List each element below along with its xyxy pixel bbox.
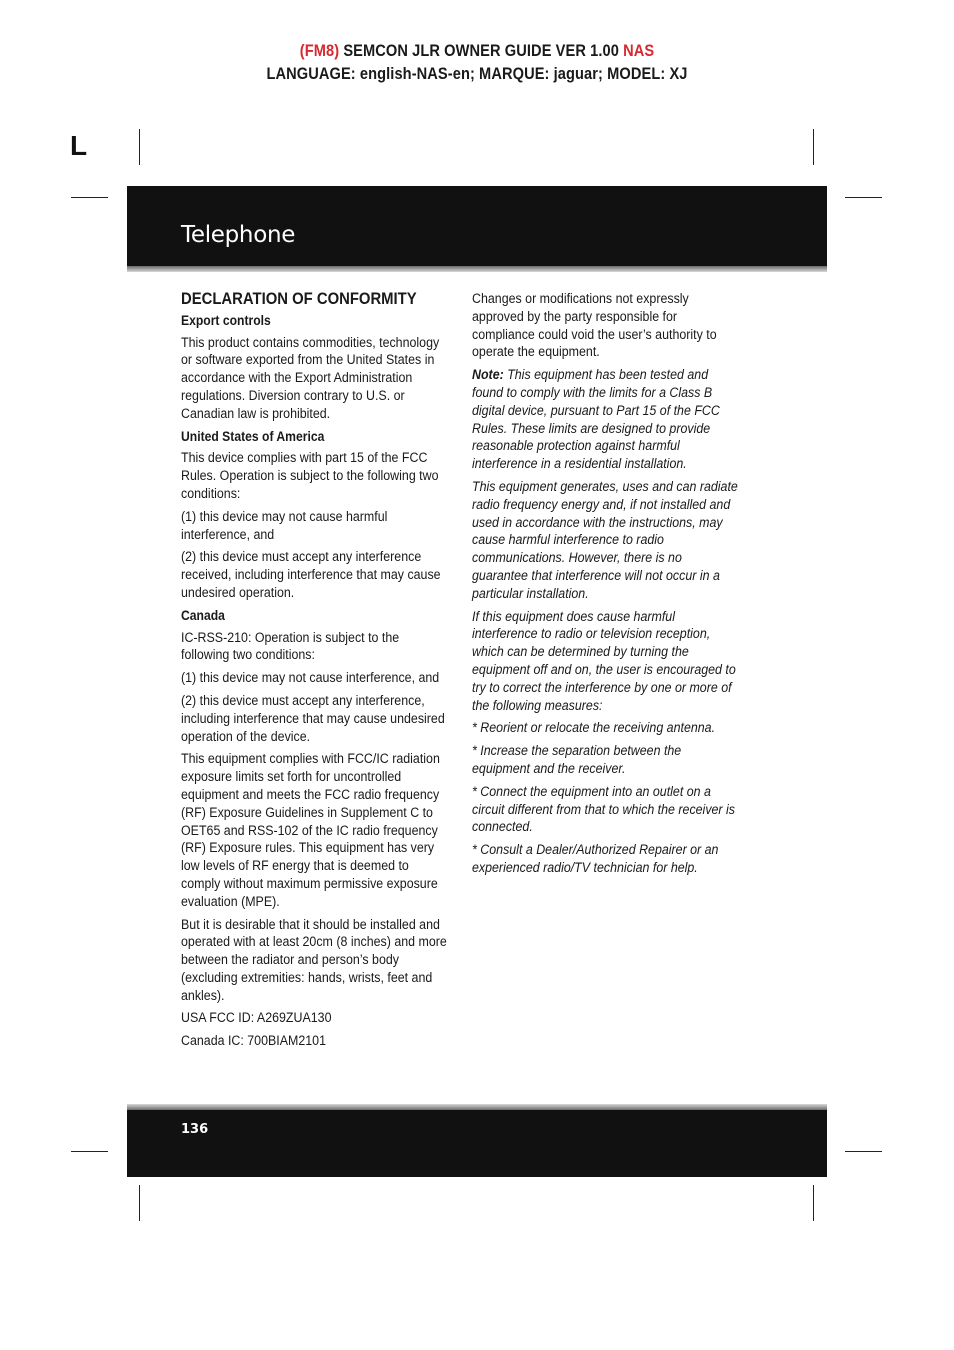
right-column xyxy=(472,290,740,882)
measure-item: * Connect the equipment into an outlet on a circuit different from that to which the receiver is connected. xyxy=(472,783,736,835)
rf-exposure-text: This equipment complies with FCC/IC radiation exposure limits set forth for uncontrolled equipment and meets the FCC radio frequency (RF) Exposure Guidelines in Supplement C to OET65 and RSS-102 of the IC radio frequency (RF) Exposure rules. This equipment has very low levels of RF energy that is deemed to comply without maximum permissive exposure evaluation (MPE). xyxy=(181,751,440,909)
usa-condition-1: (1) this device may not cause harmful interference, and xyxy=(181,508,388,542)
installation-text: But it is desirable that it should be installed and operated with at least 20cm (8 inches) and more between the radiator and person’s body (excluding extremities: hands, wrists, feet and ankles). xyxy=(181,916,447,1003)
usa-heading: United States of America xyxy=(181,428,325,444)
crop-mark xyxy=(71,1151,108,1152)
crop-mark xyxy=(845,197,882,198)
section-title: Telephone xyxy=(181,222,296,248)
usa-condition-2: (2) this device must accept any interference received, including interference that may cause undesired operation. xyxy=(181,549,441,600)
crop-mark xyxy=(139,129,140,165)
header-suffix: NAS xyxy=(623,41,655,60)
declaration-heading: DECLARATION OF CONFORMITY xyxy=(181,290,417,308)
note-label: Note: xyxy=(472,367,504,383)
crop-mark xyxy=(813,1185,814,1221)
export-controls-text: This product contains commodities, technology or software exported from the United States in accordance with the Export Administration regulations. Diversion contrary to U.S. or Canadian law is prohibited. xyxy=(181,334,440,421)
canada-condition-2: (2) this device must accept any interference, including interference that may cause undesired operation of the device. xyxy=(181,692,445,744)
header-prefix: (FM8) xyxy=(299,41,340,60)
crop-mark xyxy=(139,1185,140,1221)
interference-text: If this equipment does cause harmful interference to radio or television reception, which can be determined by turning the equipment off and on, the user is encouraged to try to correct the interference by one or more of the following measures: xyxy=(472,608,736,713)
measure-item: * Consult a Dealer/Authorized Repairer or an experienced radio/TV technician for help. xyxy=(472,842,719,875)
note-text: This equipment has been tested and found to comply with the limits for a Class B digital device, pursuant to Part 15 of the FCC Rules. These limits are designed to provide reasonable protection against harmful interference in a residential installation. xyxy=(472,367,720,472)
crop-mark xyxy=(71,197,108,198)
print-header-line-2: LANGUAGE: english-NAS-en; MARQUE: jaguar; MODEL: XJ xyxy=(266,64,688,83)
footer-band xyxy=(127,1110,827,1177)
left-column xyxy=(181,291,449,1055)
section-header-shade xyxy=(127,266,827,272)
changes-text: Changes or modifications not expressly approved by the party responsible for compliance could void the user’s authority to operate the equipment. xyxy=(472,291,717,360)
corner-mark: L xyxy=(70,130,88,161)
print-header-line-1 xyxy=(67,41,887,61)
page-number: 136 xyxy=(181,1122,209,1137)
canada-text: IC-RSS-210: Operation is subject to the following two conditions: xyxy=(181,629,400,663)
measure-item: * Reorient or relocate the receiving antenna. xyxy=(472,720,716,736)
ic-id: Canada IC: 700BIAM2101 xyxy=(181,1033,327,1049)
measure-item: * Increase the separation between the equipment and the receiver. xyxy=(472,743,682,776)
note-paragraph xyxy=(472,366,738,473)
crop-mark xyxy=(813,129,814,165)
canada-condition-1: (1) this device may not cause interference, and xyxy=(181,670,440,686)
fcc-id: USA FCC ID: A269ZUA130 xyxy=(181,1010,332,1026)
header-title: SEMCON JLR OWNER GUIDE VER 1.00 xyxy=(339,41,624,60)
canada-heading: Canada xyxy=(181,607,225,623)
export-controls-heading: Export controls xyxy=(181,312,271,328)
usa-text: This device complies with part 15 of the FCC Rules. Operation is subject to the following two conditions: xyxy=(181,450,439,501)
crop-mark xyxy=(845,1151,882,1152)
generates-text: This equipment generates, uses and can radiate radio frequency energy and, if not installed and used in accordance with the instructions, may cause harmful interference to radio communications. However, there is no guarantee that interference will not occur in a particular installation. xyxy=(472,478,738,601)
